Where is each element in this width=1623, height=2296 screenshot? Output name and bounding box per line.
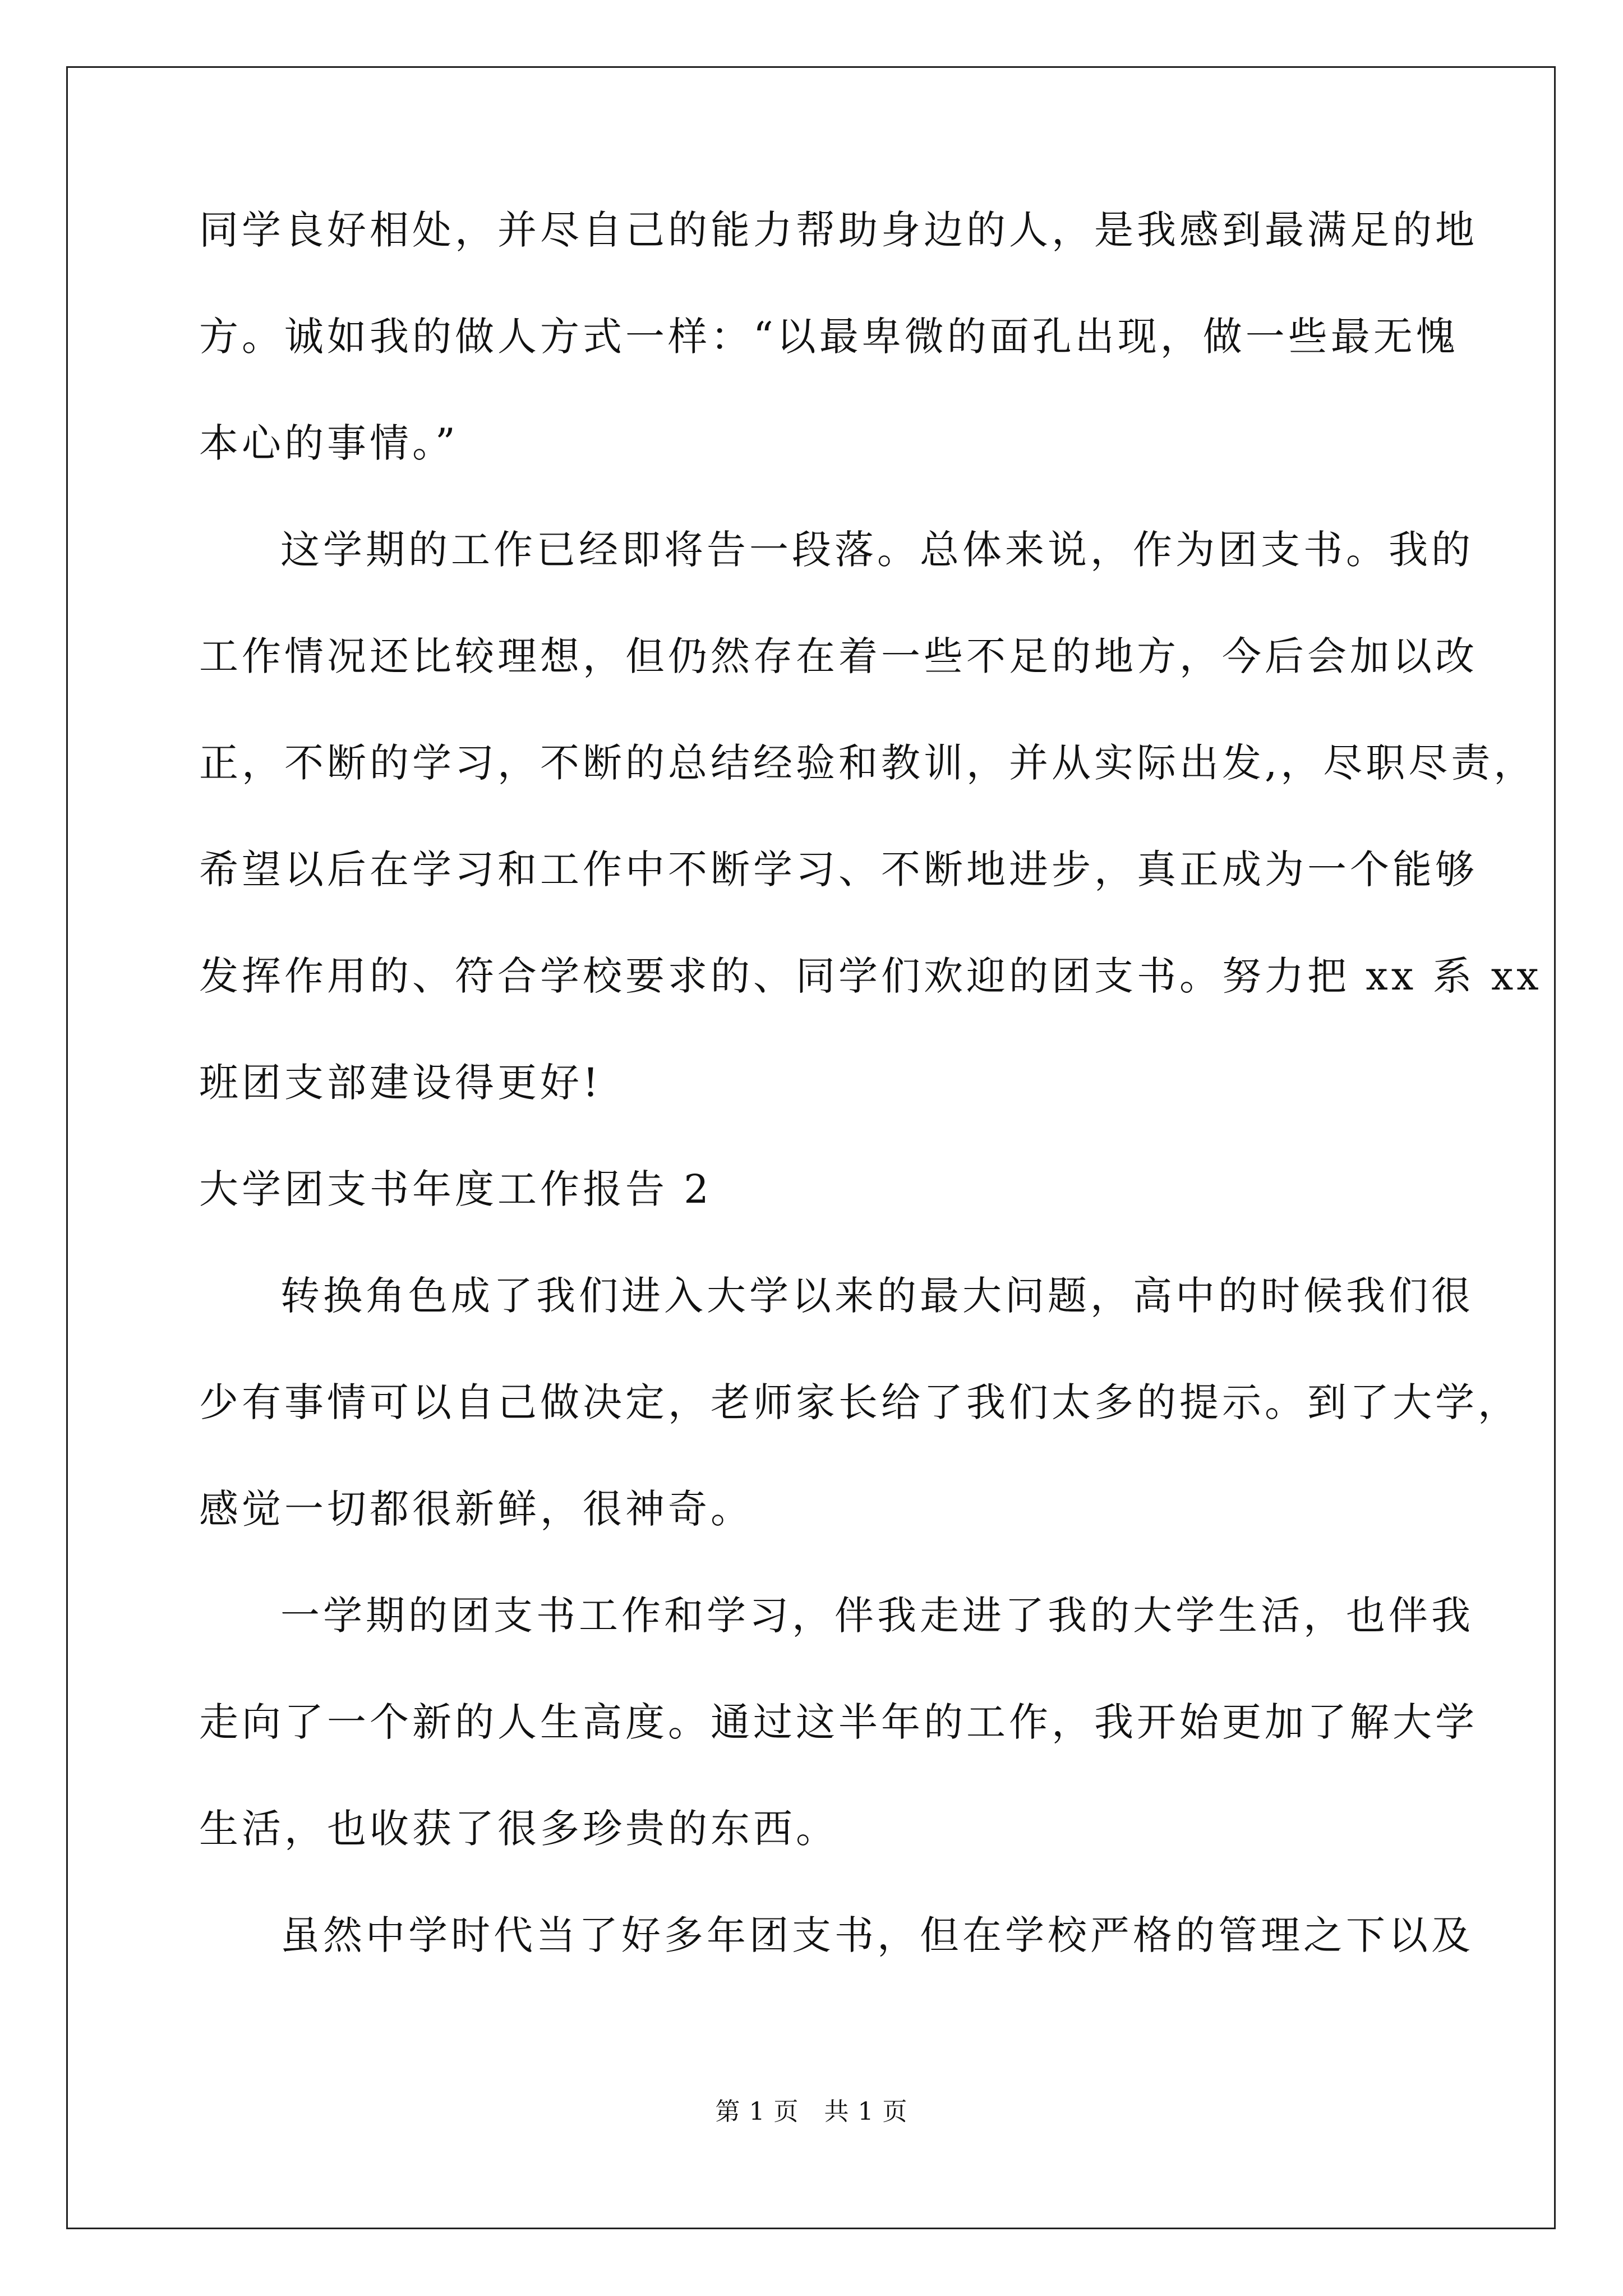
page-border <box>66 66 1556 2229</box>
text-line: 本心的事情。” <box>199 420 459 466</box>
text-line: 工作情况还比较理想，但仍然存在着一些不足的地方，今后会加以改 <box>199 633 1478 679</box>
section-heading: 大学团支书年度工作报告 2 <box>199 1166 712 1212</box>
text-line: 虽然中学时代当了好多年团支书，但在学校严格的管理之下以及 <box>280 1912 1474 1958</box>
text-line: 走向了一个新的人生高度。通过这半年的工作，我开始更加了解大学 <box>199 1699 1478 1745</box>
text-line: 希望以后在学习和工作中不断学习、不断地进步，真正成为一个能够 <box>199 846 1478 892</box>
text-line: 感觉一切都很新鲜，很神奇。 <box>199 1486 753 1532</box>
page-number: 第 1 页 共 1 页 <box>715 2097 908 2126</box>
text-line: 这学期的工作已经即将告一段落。总体来说，作为团支书。我的 <box>280 527 1474 573</box>
text-line: 班团支部建设得更好! <box>199 1060 602 1106</box>
text-line: 方。诚如我的做人方式一样：“以最卑微的面孔出现，做一些最无愧 <box>199 314 1459 360</box>
text-line: 一学期的团支书工作和学习，伴我走进了我的大学生活，也伴我 <box>280 1593 1474 1639</box>
text-line: 转换角色成了我们进入大学以来的最大问题，高中的时候我们很 <box>280 1273 1474 1319</box>
text-line: 正，不断的学习，不断的总结经验和教训，并从实际出发,，尽职尽责， <box>199 740 1537 786</box>
text-line: 少有事情可以自己做决定，老师家长给了我们太多的提示。到了大学， <box>199 1379 1520 1425</box>
text-line: 生活，也收获了很多珍贵的东西。 <box>199 1806 838 1852</box>
text-line: 同学良好相处，并尽自己的能力帮助身边的人，是我感到最满足的地 <box>199 207 1478 253</box>
text-line: 发挥作用的、符合学校要求的、同学们欢迎的团支书。努力把 xx 系 xx <box>199 953 1542 999</box>
